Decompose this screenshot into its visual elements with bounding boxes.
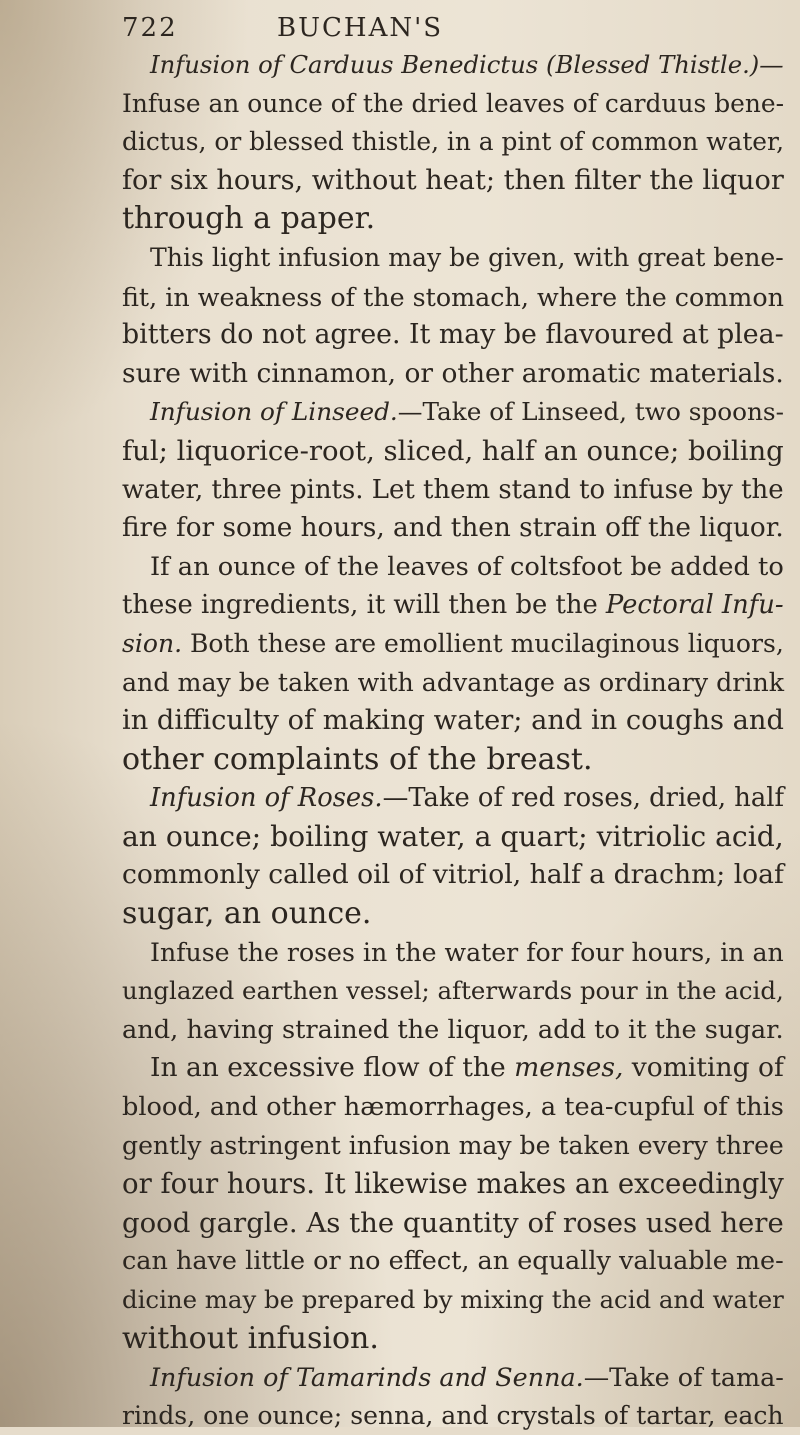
text-line: [122, 355, 784, 394]
text-segment: for six hours, without heat; then filter the liquor: [122, 164, 784, 196]
text-segment: Infuse an ounce of the dried leaves of carduus bene-: [122, 88, 784, 118]
text-segment: an ounce; boiling water, a quart; vitriolic acid,: [122, 819, 784, 853]
text-segment: without infusion.: [122, 1320, 379, 1356]
text-line: [122, 432, 784, 471]
text-line: [122, 393, 784, 432]
text-segment: water, three pints. Let them stand to infuse by the: [122, 474, 784, 505]
text-line: [122, 741, 784, 780]
italic-text: Infusion of Linseed.: [150, 397, 398, 427]
text-line: [122, 239, 784, 278]
text-segment: ful; liquorice-root, sliced, half an ounce; boiling: [122, 434, 784, 467]
text-line: [122, 934, 784, 973]
text-line: [122, 548, 784, 587]
text-segment: —Take of tama-: [583, 1362, 784, 1393]
text-line: [122, 586, 784, 625]
text-segment: fire for some hours, and then strain off the liquor.: [122, 513, 784, 544]
text-segment: —Take of Linseed, two spoons-: [397, 397, 784, 427]
text-line: [122, 278, 784, 317]
text-segment: dictus, or blessed thistle, in a pint of common water,: [122, 127, 785, 157]
text-segment: can have little or no effect, an equally valuable me-: [122, 1246, 784, 1277]
text-segment: Both these are emollient mucilaginous liquors,: [182, 628, 784, 658]
text-line: [122, 1011, 784, 1050]
text-line: [122, 702, 784, 741]
text-line: [122, 1127, 784, 1166]
text-segment: fit, in weakness of the stomach, where the common: [122, 281, 784, 312]
text-line: [122, 471, 784, 510]
text-line: [122, 1165, 784, 1204]
text-line: [122, 200, 784, 239]
text-segment: or four hours. It likewise makes an exceedingly: [122, 1168, 784, 1201]
text-segment: Infuse the roses in the water for four hours, in an: [150, 937, 784, 967]
body-text: [122, 46, 784, 1435]
text-line: [122, 316, 784, 355]
text-segment: and may be taken with advantage as ordinary drink: [122, 667, 785, 697]
text-segment: dicine may be prepared by mixing the acid and water: [122, 1285, 784, 1314]
text-line: [122, 818, 784, 857]
text-segment: these ingredients, it will then be the: [122, 590, 606, 621]
text-segment: good gargle. As the quantity of roses used here: [122, 1206, 784, 1239]
text-segment: In an excessive flow of the: [150, 1052, 515, 1084]
text-line: [122, 856, 784, 895]
text-segment: vomiting of: [623, 1052, 784, 1084]
italic-text: Infusion of Roses.: [150, 783, 383, 814]
text-segment: This light infusion may be given, with great bene-: [150, 242, 784, 272]
text-line: [122, 162, 784, 201]
text-segment: unglazed earthen vessel; afterwards pour in the acid,: [122, 976, 784, 1006]
text-segment: and, having strained the liquor, add to it the sugar.: [122, 1014, 784, 1045]
page-header: [122, 6, 762, 50]
text-segment: in difficulty of making water; and in coughs and: [122, 705, 784, 737]
text-line: [122, 1088, 784, 1127]
text-line: [122, 85, 784, 124]
text-line: [122, 509, 784, 548]
text-line: [122, 1358, 784, 1397]
text-line: [122, 1049, 784, 1088]
text-line: [122, 1281, 784, 1320]
text-segment: other complaints of the breast.: [122, 741, 593, 777]
text-segment: rinds, one ounce; senna, and crystals of tartar, each: [122, 1400, 784, 1430]
italic-text: Pectoral Infu-: [605, 590, 784, 621]
running-head: BUCHAN'S: [277, 13, 444, 43]
text-segment: If an ounce of the leaves of coltsfoot be added to: [150, 551, 784, 582]
text-segment: bitters do not agree. It may be flavoured at plea-: [122, 319, 784, 351]
text-line: [122, 664, 784, 703]
text-segment: sure with cinnamon, or other aromatic materials.: [122, 357, 784, 389]
page-number: 722: [122, 13, 178, 43]
text-line: [122, 972, 784, 1011]
text-line: [122, 1242, 784, 1281]
text-line: [122, 1204, 784, 1243]
text-line: [122, 46, 784, 85]
italic-text: Infusion of Carduus Benedictus (Blessed Thistle.)—: [150, 50, 784, 79]
text-segment: sugar, an ounce.: [122, 896, 372, 932]
text-line: [122, 895, 784, 934]
text-segment: commonly called oil of vitriol, half a drachm; loaf: [122, 859, 784, 891]
text-line: [122, 779, 784, 818]
text-segment: blood, and other hæmorrhages, a tea-cupful of this: [122, 1092, 784, 1123]
text-line: [122, 1320, 784, 1359]
italic-text: sion.: [122, 628, 183, 658]
text-line: [122, 123, 784, 162]
text-line: [122, 625, 784, 664]
text-segment: —Take of red roses, dried, half: [382, 783, 784, 814]
text-segment: through a paper.: [122, 201, 376, 237]
italic-text: Infusion of Tamarinds and Senna.: [150, 1362, 584, 1393]
italic-text: menses,: [514, 1052, 624, 1084]
text-line: [122, 1397, 784, 1435]
text-segment: gently astringent infusion may be taken every three: [122, 1130, 784, 1160]
